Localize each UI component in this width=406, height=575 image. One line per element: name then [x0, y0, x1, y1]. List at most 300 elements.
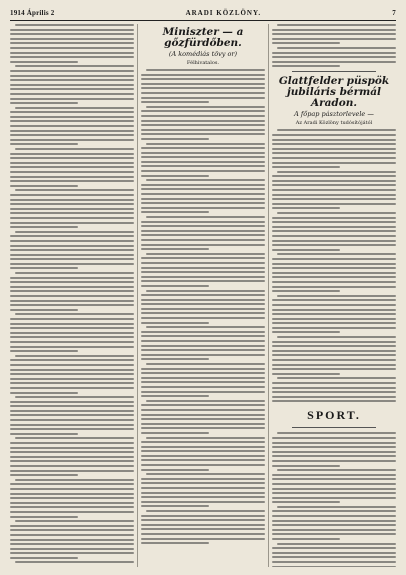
- text-line: [10, 258, 134, 260]
- text-line: [141, 92, 265, 94]
- text-line: [272, 538, 340, 540]
- header-rule: [10, 20, 396, 21]
- text-line: [277, 129, 396, 131]
- text-line: [272, 446, 396, 448]
- text-line: [277, 24, 396, 26]
- text-line: [10, 474, 78, 476]
- text-line: [272, 529, 396, 531]
- text-line: [10, 180, 134, 182]
- text-line: [10, 84, 134, 86]
- text-line: [10, 222, 134, 224]
- text-line: [272, 203, 396, 205]
- text-line: [146, 473, 265, 475]
- text-line: [272, 547, 396, 549]
- text-line: [272, 400, 396, 402]
- text-line: [10, 483, 134, 485]
- text-line: [15, 107, 134, 109]
- text-line: [272, 437, 396, 439]
- text-line: [272, 240, 396, 242]
- text-line: [10, 318, 134, 320]
- section-heading-sport: SPORT.: [307, 408, 361, 423]
- text-line: [10, 245, 134, 247]
- article-note-glattfelder: Az Aradi Közlöny tudósítójától: [295, 120, 373, 127]
- text-line: [141, 464, 265, 466]
- text-line: [141, 542, 209, 544]
- article-headline-miniszter: Miniszter — a gőzfürdőben.: [162, 26, 244, 49]
- text-line: [272, 350, 396, 352]
- text-line: [272, 290, 340, 292]
- newspaper-title: ARADI KÖZLÖNY.: [185, 9, 262, 17]
- page-header: [10, 6, 396, 20]
- text-line: [10, 350, 78, 352]
- text-line: [272, 556, 396, 558]
- text-line: [141, 294, 265, 296]
- text-line: [272, 61, 396, 63]
- text-line: [10, 134, 134, 136]
- text-line: [272, 258, 396, 260]
- text-line: [10, 254, 134, 256]
- text-line: [272, 322, 396, 324]
- text-line: [141, 469, 209, 471]
- text-line: [141, 528, 265, 530]
- text-line: [10, 203, 134, 205]
- text-line: [272, 33, 396, 35]
- text-line: [272, 309, 396, 311]
- text-line: [10, 42, 134, 44]
- text-line: [141, 234, 265, 236]
- text-line: [10, 341, 134, 343]
- text-line: [141, 74, 265, 76]
- text-line: [141, 404, 265, 406]
- text-line: [141, 317, 265, 319]
- text-line: [277, 432, 396, 434]
- text-line: [141, 524, 265, 526]
- text-line: [141, 115, 265, 117]
- text-line: [141, 129, 265, 131]
- text-line: [272, 455, 396, 457]
- text-line: [141, 395, 209, 397]
- text-line: [10, 93, 134, 95]
- text-line: [10, 139, 134, 141]
- text-line: [10, 511, 134, 513]
- text-line: [141, 312, 265, 314]
- text-line: [141, 423, 265, 425]
- text-line: [146, 326, 265, 328]
- text-line: [10, 300, 134, 302]
- text-line: [272, 382, 396, 384]
- text-line: [272, 501, 340, 503]
- text-line: [141, 161, 265, 163]
- text-line: [10, 120, 134, 122]
- text-line: [10, 488, 134, 490]
- text-line: [141, 299, 265, 301]
- text-line: [10, 176, 134, 178]
- issue-date: 1914 Április 2: [10, 9, 55, 17]
- text-line: [141, 533, 265, 535]
- text-line: [10, 162, 134, 164]
- text-line: [10, 70, 134, 72]
- text-line: [272, 478, 396, 480]
- text-line: [141, 432, 209, 434]
- text-line: [277, 543, 396, 545]
- text-line: [141, 170, 265, 172]
- text-line: [141, 156, 265, 158]
- text-line: [10, 419, 134, 421]
- text-line: [10, 346, 134, 348]
- text-line: [10, 157, 134, 159]
- text-line: [146, 290, 265, 292]
- text-line: [141, 120, 265, 122]
- text-line: [146, 69, 265, 71]
- text-line: [10, 548, 134, 550]
- text-line: [10, 111, 134, 113]
- text-line: [141, 97, 265, 99]
- text-line: [272, 162, 396, 164]
- text-line: [10, 38, 134, 40]
- text-line: [141, 345, 265, 347]
- text-line: [272, 474, 396, 476]
- text-line: [10, 226, 78, 228]
- text-line: [10, 529, 134, 531]
- text-line: [15, 520, 134, 522]
- column-left: [10, 24, 134, 567]
- text-line: [10, 364, 134, 366]
- text-line: [10, 281, 134, 283]
- text-line: [272, 267, 396, 269]
- text-line: [272, 286, 396, 288]
- article-separator: [292, 71, 376, 72]
- text-line: [10, 102, 78, 104]
- text-line: [10, 33, 134, 35]
- text-line: [272, 152, 396, 154]
- text-line: [141, 358, 209, 360]
- text-line: [146, 216, 265, 218]
- text-line: [146, 400, 265, 402]
- column-divider: [268, 24, 269, 567]
- text-line: [10, 378, 134, 380]
- text-line: [272, 52, 396, 54]
- text-line: [272, 373, 340, 375]
- text-line: [10, 29, 134, 31]
- text-line: [272, 354, 396, 356]
- text-line: [272, 189, 396, 191]
- text-line: [10, 451, 134, 453]
- text-line: [141, 276, 265, 278]
- text-line: [272, 460, 396, 462]
- text-line: [141, 391, 265, 393]
- article-subhead-glattfelder: A főpap pásztorlevele —: [294, 110, 374, 119]
- text-line: [272, 38, 396, 40]
- text-line: [272, 249, 340, 251]
- text-line: [272, 272, 396, 274]
- text-line: [141, 487, 265, 489]
- page-number: 7: [392, 9, 396, 17]
- text-line: [141, 322, 209, 324]
- text-line: [141, 124, 265, 126]
- text-line: [272, 387, 396, 389]
- text-line: [10, 309, 78, 311]
- text-line: [141, 101, 209, 103]
- text-line: [141, 478, 265, 480]
- text-line: [10, 286, 134, 288]
- text-line: [141, 83, 265, 85]
- text-line: [277, 47, 396, 49]
- text-line: [10, 460, 134, 462]
- text-line: [10, 502, 134, 504]
- text-line: [272, 198, 396, 200]
- text-line: [10, 401, 134, 403]
- text-line: [272, 492, 396, 494]
- text-line: [141, 244, 265, 246]
- text-line: [272, 139, 396, 141]
- text-line: [272, 221, 396, 223]
- text-line: [141, 78, 265, 80]
- text-line: [272, 304, 396, 306]
- text-line: [141, 455, 265, 457]
- text-line: [10, 267, 78, 269]
- text-line: [141, 152, 265, 154]
- text-line: [277, 377, 396, 379]
- text-line: [141, 207, 265, 209]
- text-line: [141, 188, 265, 190]
- text-line: [272, 368, 396, 370]
- text-line: [10, 98, 134, 100]
- article-body-miniszter: [141, 69, 265, 544]
- text-line: [10, 52, 134, 54]
- text-line: [141, 285, 209, 287]
- text-line: [15, 148, 134, 150]
- text-line: [10, 327, 134, 329]
- text-line: [272, 510, 396, 512]
- text-line: [272, 533, 396, 535]
- text-line: [141, 418, 265, 420]
- text-line: [141, 372, 265, 374]
- text-line: [10, 543, 134, 545]
- text-line: [141, 450, 265, 452]
- text-line: [277, 295, 396, 297]
- text-line: [10, 208, 134, 210]
- text-line: [10, 456, 134, 458]
- article-subhead-miniszter: (A komédiás tövy or): [168, 50, 238, 58]
- text-line: [141, 482, 265, 484]
- text-line: [10, 552, 134, 554]
- text-line: [272, 157, 396, 159]
- text-line: [10, 295, 134, 297]
- article-body-sport: [272, 432, 396, 567]
- text-line: [10, 116, 134, 118]
- text-line: [141, 427, 265, 429]
- text-line: [15, 231, 134, 233]
- text-line: [141, 381, 265, 383]
- text-line: [272, 184, 396, 186]
- text-line: [272, 391, 396, 393]
- text-line: [272, 442, 396, 444]
- text-line: [141, 386, 265, 388]
- text-line: [272, 497, 396, 499]
- text-line: [141, 198, 265, 200]
- text-line: [141, 377, 265, 379]
- text-line: [141, 446, 265, 448]
- text-line: [272, 341, 396, 343]
- text-line: [10, 125, 134, 127]
- text-line: [272, 56, 396, 58]
- text-line: [10, 405, 134, 407]
- text-line: [277, 336, 396, 338]
- text-line: [10, 240, 134, 242]
- text-line: [10, 557, 78, 559]
- text-line: [10, 194, 134, 196]
- text-line: [10, 465, 134, 467]
- text-line: [10, 249, 134, 251]
- text-line: [272, 299, 396, 301]
- text-line: [10, 442, 134, 444]
- text-line: [141, 308, 265, 310]
- text-line: [272, 331, 340, 333]
- text-line: [10, 166, 134, 168]
- text-line: [10, 153, 134, 155]
- text-line: [146, 363, 265, 365]
- text-line: [141, 110, 265, 112]
- text-line: [141, 340, 265, 342]
- text-line: [141, 239, 265, 241]
- text-line: [277, 253, 396, 255]
- text-line: [15, 561, 134, 563]
- text-line: [141, 538, 265, 540]
- text-line: [141, 354, 265, 356]
- text-line: [272, 143, 396, 145]
- text-line: [272, 207, 340, 209]
- text-line: [10, 493, 134, 495]
- article-body-glattfelder: [272, 129, 396, 402]
- text-line: [10, 470, 134, 472]
- text-line: [10, 506, 134, 508]
- text-line: [10, 369, 134, 371]
- text-line: [10, 75, 134, 77]
- text-line: [272, 465, 340, 467]
- text-line: [141, 230, 265, 232]
- text-line: [146, 179, 265, 181]
- text-line: [272, 552, 396, 554]
- text-line: [10, 171, 134, 173]
- text-line: [15, 272, 134, 274]
- text-line: [141, 459, 265, 461]
- text-line: [10, 277, 134, 279]
- text-line: [141, 441, 265, 443]
- text-line: [10, 387, 134, 389]
- text-line: [141, 184, 265, 186]
- text-line: [10, 217, 134, 219]
- text-line: [15, 479, 134, 481]
- text-line: [10, 56, 134, 58]
- text-line: [272, 483, 396, 485]
- text-line: [141, 147, 265, 149]
- column-middle: [141, 24, 265, 567]
- text-line: [10, 332, 134, 334]
- text-line: [10, 290, 134, 292]
- text-line: [272, 263, 396, 265]
- text-line: [272, 451, 396, 453]
- text-line: [272, 42, 340, 44]
- text-line: [141, 267, 265, 269]
- text-line: [141, 349, 265, 351]
- text-line: [141, 221, 265, 223]
- text-line: [277, 171, 396, 173]
- text-line: [10, 130, 134, 132]
- text-line: [272, 244, 396, 246]
- text-line: [15, 355, 134, 357]
- text-line: [10, 373, 134, 375]
- text-line: [141, 175, 209, 177]
- article-body-top: [272, 24, 396, 67]
- text-line: [10, 497, 134, 499]
- text-line: [272, 230, 396, 232]
- text-line: [272, 65, 340, 67]
- text-line: [141, 133, 265, 135]
- text-line: [277, 212, 396, 214]
- column-right: [272, 24, 396, 567]
- text-line: [141, 248, 209, 250]
- text-line: [272, 318, 396, 320]
- text-line: [141, 280, 265, 282]
- text-line: [272, 194, 396, 196]
- text-line: [272, 276, 396, 278]
- text-line: [10, 79, 134, 81]
- text-line: [15, 396, 134, 398]
- text-line: [10, 382, 134, 384]
- text-line: [10, 534, 134, 536]
- text-line: [272, 524, 396, 526]
- text-line: [141, 501, 265, 503]
- text-line: [141, 257, 265, 259]
- text-line: [10, 199, 134, 201]
- text-line: [272, 166, 340, 168]
- text-line: [146, 106, 265, 108]
- text-line: [141, 193, 265, 195]
- text-line: [141, 262, 265, 264]
- text-line: [141, 225, 265, 227]
- text-line: [272, 235, 396, 237]
- text-line: [10, 359, 134, 361]
- text-line: [10, 336, 134, 338]
- text-line: [141, 138, 209, 140]
- text-line: [141, 515, 265, 517]
- text-line: [272, 180, 396, 182]
- text-line: [141, 409, 265, 411]
- text-line: [10, 447, 134, 449]
- text-line: [10, 428, 134, 430]
- text-line: [146, 143, 265, 145]
- text-line: [15, 437, 134, 439]
- text-line: [141, 202, 265, 204]
- text-line: [10, 185, 78, 187]
- text-line: [10, 414, 134, 416]
- text-line: [141, 271, 265, 273]
- text-line: [141, 211, 209, 213]
- text-line: [10, 88, 134, 90]
- text-line: [141, 519, 265, 521]
- text-line: [141, 87, 265, 89]
- text-line: [277, 469, 396, 471]
- text-line: [146, 253, 265, 255]
- text-line: [272, 364, 396, 366]
- text-line: [141, 303, 265, 305]
- text-line: [10, 47, 134, 49]
- text-line: [272, 313, 396, 315]
- text-line: [10, 433, 78, 435]
- text-line: [146, 437, 265, 439]
- text-line: [277, 506, 396, 508]
- text-line: [10, 525, 134, 527]
